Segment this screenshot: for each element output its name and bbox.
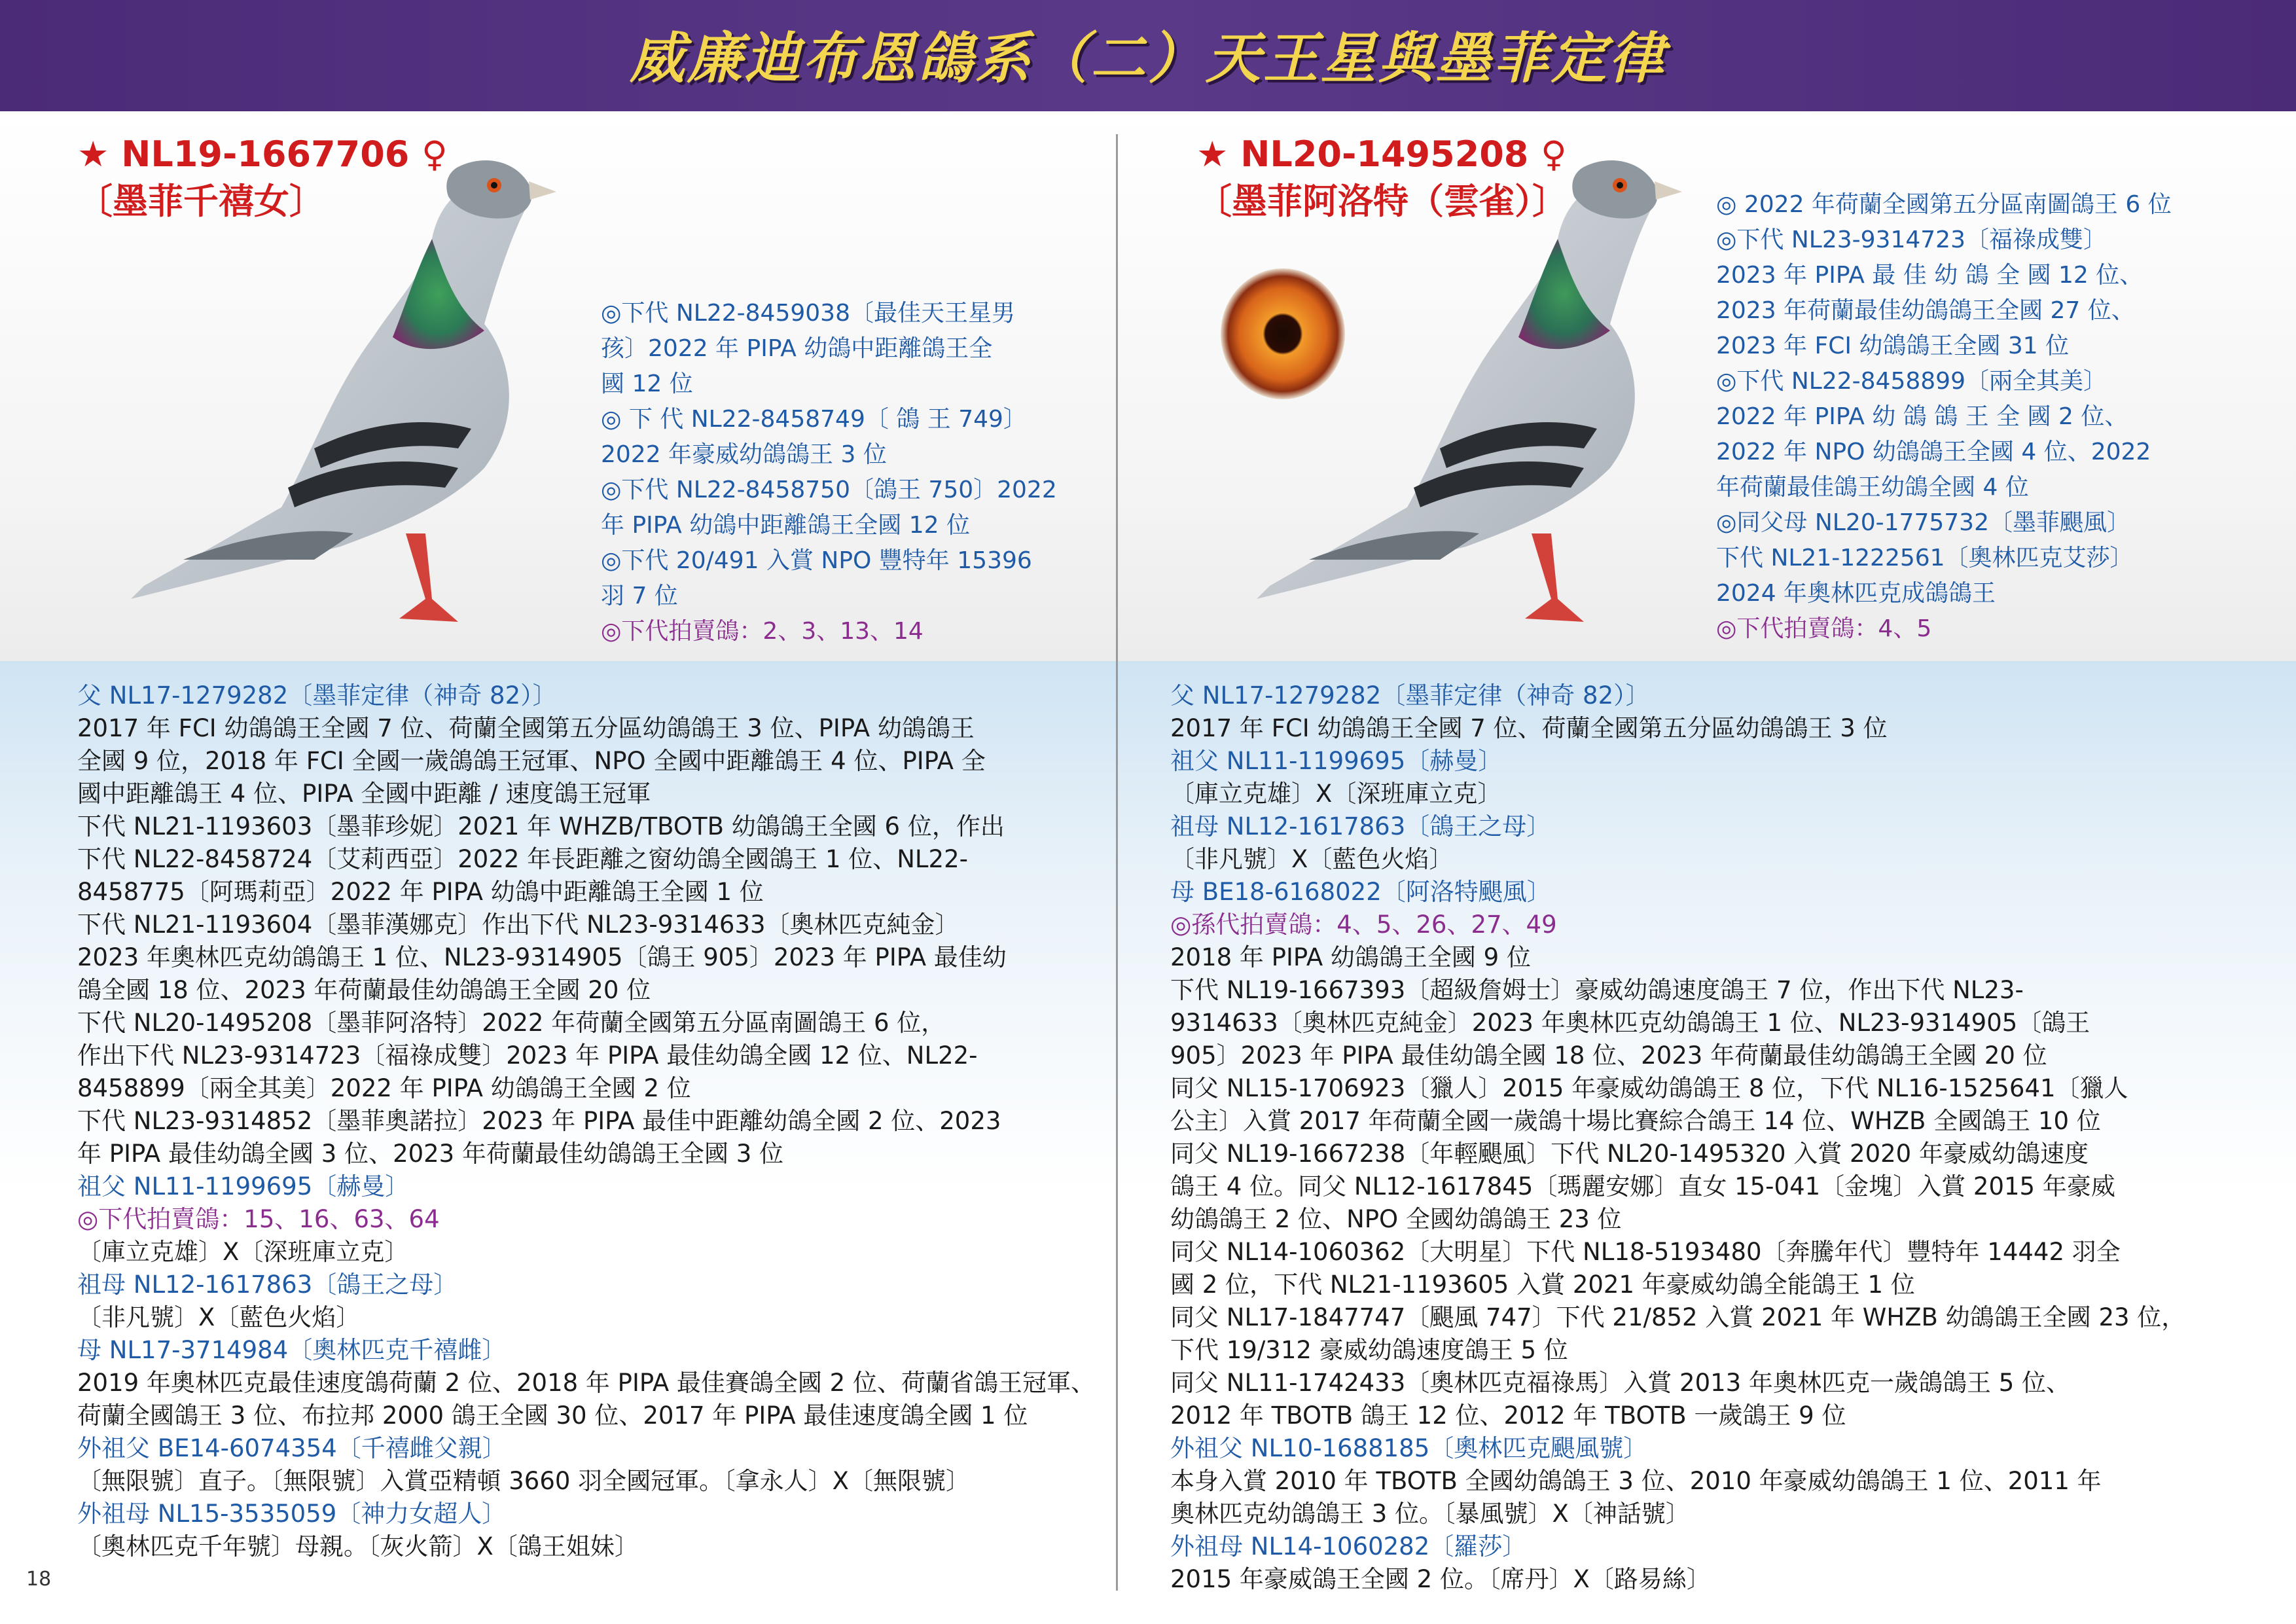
pedigree-line: 2018 年 PIPA 幼鴿鴿王全國 9 位 (1170, 943, 1531, 971)
pedigree-line: 〔無限號〕直子。〔無限號〕入賞亞精頓 3660 羽全國冠軍。〔拿永人〕X〔無限號〕 (77, 1467, 971, 1495)
pedigree-line: 外祖父 NL10-1688185〔奧林匹克颶風號〕 (1170, 1434, 1648, 1462)
pedigree-line: 2012 年 TBOTB 鴿王 12 位、2012 年 TBOTB 一歲鴿王 9 位 (1170, 1401, 1846, 1430)
left-bird-name: 〔墨菲千禧女〕 (77, 181, 325, 222)
pedigree-line: 國中距離鴿王 4 位、PIPA 全國中距離 / 速度鴿王冠軍 (77, 780, 651, 808)
pedigree-line: 2019 年奧林匹克最佳速度鴿荷蘭 2 位、2018 年 PIPA 最佳賽鴿全國 2 位、荷蘭省鴿王冠軍、 (77, 1369, 1095, 1397)
pedigree-line: 全國 9 位，2018 年 FCI 全國一歲鴿鴿王冠軍、NPO 全國中距離鴿王 4 位、PIPA 全 (77, 747, 986, 775)
right-bird-name: 〔墨菲阿洛特（雲雀）〕 (1196, 181, 1568, 222)
pedigree-line: 奧林匹克幼鴿鴿王 3 位。〔暴風號〕X〔神話號〕 (1170, 1500, 1690, 1528)
pedigree-line: 祖母 NL12-1617863〔鴿王之母〕 (77, 1271, 458, 1299)
note-line: ◎ 下 代 NL22-8458749〔 鴿 王 749〕 (601, 406, 1027, 433)
pedigree-line: 父 NL17-1279282〔墨菲定律（神奇 82）〕 (77, 681, 557, 710)
note-line: 年 PIPA 幼鴿中距離鴿王全國 12 位 (601, 512, 970, 539)
pedigree-line: 鴿全國 18 位、2023 年荷蘭最佳幼鴿鴿王全國 20 位 (77, 976, 651, 1004)
note-line: 羽 7 位 (601, 583, 678, 609)
page-title: 威廉迪布恩鴿系（二）天王星與墨菲定律 (629, 26, 1666, 90)
pedigree-line: 905〕2023 年 PIPA 最佳幼鴿全國 18 位、2023 年荷蘭最佳幼鴿鴿王全國 20 位 (1170, 1041, 2047, 1070)
pedigree-line: 祖父 NL11-1199695〔赫曼〕 (1170, 747, 1503, 775)
pedigree-line: 8458775〔阿瑪莉亞〕2022 年 PIPA 幼鴿中距離鴿王全國 1 位 (77, 878, 764, 906)
pigeon-photo-right (1217, 141, 1715, 645)
pedigree-line: 外祖母 NL15-3535059〔神力女超人〕 (77, 1500, 507, 1528)
pedigree-line: 8458899〔兩全其美〕2022 年 PIPA 幼鴿鴿王全國 2 位 (77, 1074, 691, 1102)
note-line: 2024 年奧林匹克成鴿鴿王 (1716, 580, 1996, 607)
note-line: 2022 年 NPO 幼鴿鴿王全國 4 位、2022 (1716, 439, 2151, 465)
pedigree-line: 同父 NL14-1060362〔大明星〕下代 NL18-5193480〔奔騰年代〕豐特年 14442 羽全 (1170, 1238, 2121, 1266)
note-line: 下代 NL21-1222561〔奧林匹克艾莎〕 (1716, 545, 2134, 571)
pedigree-line: 公主〕入賞 2017 年荷蘭全國一歲鴿十場比賽綜合鴿王 14 位、WHZB 全國鴿王 10 位 (1170, 1107, 2101, 1135)
pedigree-line: 〔庫立克雄〕X〔深班庫立克〕 (1170, 780, 1502, 808)
left-notes (601, 296, 1057, 649)
right-notes (1716, 187, 2172, 647)
note-line: ◎下代 NL23-9314723〔福祿成雙〕 (1716, 226, 2107, 253)
pedigree-line: 〔奧林匹克千年號〕母親。〔灰火箭〕X〔鴿王姐妹〕 (77, 1532, 639, 1561)
note-line: 2022 年 PIPA 幼 鴿 鴿 王 全 國 2 位、 (1716, 403, 2128, 430)
note-line: 2022 年豪威幼鴿鴿王 3 位 (601, 441, 887, 468)
note-line: ◎下代 20/491 入賞 NPO 豐特年 15396 (601, 547, 1032, 574)
title-banner (0, 0, 2296, 111)
pedigree-line: 外祖父 BE14-6074354〔千禧雌父親〕 (77, 1434, 507, 1462)
pedigree-line: 同父 NL17-1847747〔颶風 747〕下代 21/852 入賞 2021 年 WHZB 幼鴿鴿王全國 23 位， (1170, 1303, 2186, 1331)
note-line: ◎下代 NL22-8459038〔最佳天王星男 (601, 300, 1015, 327)
pedigree-line: 同父 NL19-1667238〔年輕颶風〕下代 NL20-1495320 入賞 2020 年豪威幼鴿速度 (1170, 1140, 2089, 1168)
pedigree-line: 下代 NL19-1667393〔超級詹姆士〕豪威幼鴿速度鴿王 7 位，作出下代 NL23- (1170, 976, 2024, 1004)
note-line: 2023 年 FCI 幼鴿鴿王全國 31 位 (1716, 333, 2070, 359)
pedigree-line: 2017 年 FCI 幼鴿鴿王全國 7 位、荷蘭全國第五分區幼鴿鴿王 3 位、PIPA 幼鴿鴿王 (77, 714, 975, 742)
pedigree-line: 2023 年奧林匹克幼鴿鴿王 1 位、NL23-9314905〔鴿王 905〕2023 年 PIPA 最佳幼 (77, 943, 1007, 971)
pedigree-line: 父 NL17-1279282〔墨菲定律（神奇 82）〕 (1170, 681, 1650, 710)
pedigree-line: ◎孫代拍賣鴿：4、5、26、27、49 (1170, 911, 1557, 939)
pedigree-line: 外祖母 NL14-1060282〔羅莎〕 (1170, 1532, 1527, 1561)
pedigree-line: 鴿王 4 位。同父 NL12-1617845〔瑪麗安娜〕直女 15-041〔金塊〕入賞 2015 年豪威 (1170, 1172, 2115, 1200)
pedigree-line: 〔非凡號〕X〔藍色火焰〕 (1170, 845, 1454, 873)
pedigree-line: 國 2 位，下代 NL21-1193605 入賞 2021 年豪威幼鴿全能鴿王 1 位 (1170, 1271, 1915, 1299)
column-divider (1116, 134, 1118, 1591)
note-line: ◎下代 NL22-8458899〔兩全其美〕 (1716, 368, 2107, 395)
pedigree-line: 母 NL17-3714984〔奧林匹克千禧雌〕 (77, 1336, 507, 1364)
note-line: ◎下代 NL22-8458750〔鴿王 750〕2022 (601, 477, 1057, 503)
note-line: 2023 年 PIPA 最 佳 幼 鴿 全 國 12 位、 (1716, 262, 2144, 289)
note-line: ◎ 2022 年荷蘭全國第五分區南圖鴿王 6 位 (1716, 191, 2172, 218)
left-ring-number: ★ NL19-1667706 ♀ (77, 134, 448, 175)
pedigree-line: 祖母 NL12-1617863〔鴿王之母〕 (1170, 812, 1551, 840)
pedigree-line: 母 BE18-6168022〔阿洛特颶風〕 (1170, 878, 1551, 906)
pedigree-line: 作出下代 NL23-9314723〔福祿成雙〕2023 年 PIPA 最佳幼鴿全國 12 位、NL22- (77, 1041, 978, 1070)
pedigree-line: 幼鴿鴿王 2 位、NPO 全國幼鴿鴿王 23 位 (1170, 1205, 1622, 1233)
note-line: ◎同父母 NL20-1775732〔墨菲颶風〕 (1716, 509, 2130, 536)
pedigree-line: 下代 19/312 豪威幼鴿速度鴿王 5 位 (1170, 1336, 1568, 1364)
pedigree-line: 同父 NL11-1742433〔奧林匹克福祿馬〕入賞 2013 年奧林匹克一歲鴿鴿王 5 位、 (1170, 1369, 2071, 1397)
right-ring-number: ★ NL20-1495208 ♀ (1196, 134, 1567, 175)
pedigree-line: 下代 NL21-1193603〔墨菲珍妮〕2021 年 WHZB/TBOTB 幼鴿鴿王全國 6 位，作出 (77, 812, 1005, 840)
pedigree-line: 年 PIPA 最佳幼鴿全國 3 位、2023 年荷蘭最佳幼鴿鴿王全國 3 位 (77, 1140, 784, 1168)
pedigree-line: 本身入賞 2010 年 TBOTB 全國幼鴿鴿王 3 位、2010 年豪威幼鴿鴿王 1 位、2011 年 (1170, 1467, 2102, 1495)
pedigree-line: 祖父 NL11-1199695〔赫曼〕 (77, 1172, 410, 1200)
pedigree-line: 2017 年 FCI 幼鴿鴿王全國 7 位、荷蘭全國第五分區幼鴿鴿王 3 位 (1170, 714, 1888, 742)
pedigree-line: 下代 NL23-9314852〔墨菲奧諾拉〕2023 年 PIPA 最佳中距離幼鴿全國 2 位、2023 (77, 1107, 1001, 1135)
pedigree-line: 〔非凡號〕X〔藍色火焰〕 (77, 1303, 361, 1331)
note-line: 孩〕2022 年 PIPA 幼鴿中距離鴿王全 (601, 335, 993, 362)
note-line: ◎下代拍賣鴿：4、5 (1716, 615, 1932, 642)
pedigree-line: 下代 NL21-1193604〔墨菲漢娜克〕作出下代 NL23-9314633〔奧林匹克純金〕 (77, 911, 960, 939)
page-number: 18 (26, 1568, 52, 1591)
pedigree-line: 下代 NL22-8458724〔艾莉西亞〕2022 年長距離之窗幼鴿全國鴿王 1 位、NL22- (77, 845, 968, 873)
note-line: 2023 年荷蘭最佳幼鴿鴿王全國 27 位、 (1716, 297, 2135, 324)
pedigree-line: 9314633〔奧林匹克純金〕2023 年奧林匹克幼鴿鴿王 1 位、NL23-9314905〔鴿王 (1170, 1009, 2090, 1037)
pedigree-line: 下代 NL20-1495208〔墨菲阿洛特〕2022 年荷蘭全國第五分區南圖鴿王 6 位， (77, 1009, 946, 1037)
note-line: ◎下代拍賣鴿：2、3、13、14 (601, 618, 924, 645)
pedigree-line: 荷蘭全國鴿王 3 位、布拉邦 2000 鴿王全國 30 位、2017 年 PIPA 最佳速度鴿全國 1 位 (77, 1401, 1028, 1430)
pedigree-line: 同父 NL15-1706923〔獵人〕2015 年豪威幼鴿鴿王 8 位，下代 NL16-1525641〔獵人 (1170, 1074, 2128, 1102)
note-line: 國 12 位 (601, 370, 693, 397)
note-line: 年荷蘭最佳鴿王幼鴿全國 4 位 (1716, 474, 2029, 501)
pigeon-photo-left (118, 141, 589, 645)
pedigree-line: 〔庫立克雄〕X〔深班庫立克〕 (77, 1238, 409, 1266)
right-pedigree (1170, 679, 2185, 1596)
pedigree-line: ◎下代拍賣鴿：15、16、63、64 (77, 1205, 440, 1233)
left-pedigree (77, 679, 1095, 1563)
pedigree-line: 2015 年豪威鴿王全國 2 位。〔席丹〕X〔路易絲〕 (1170, 1565, 1711, 1593)
